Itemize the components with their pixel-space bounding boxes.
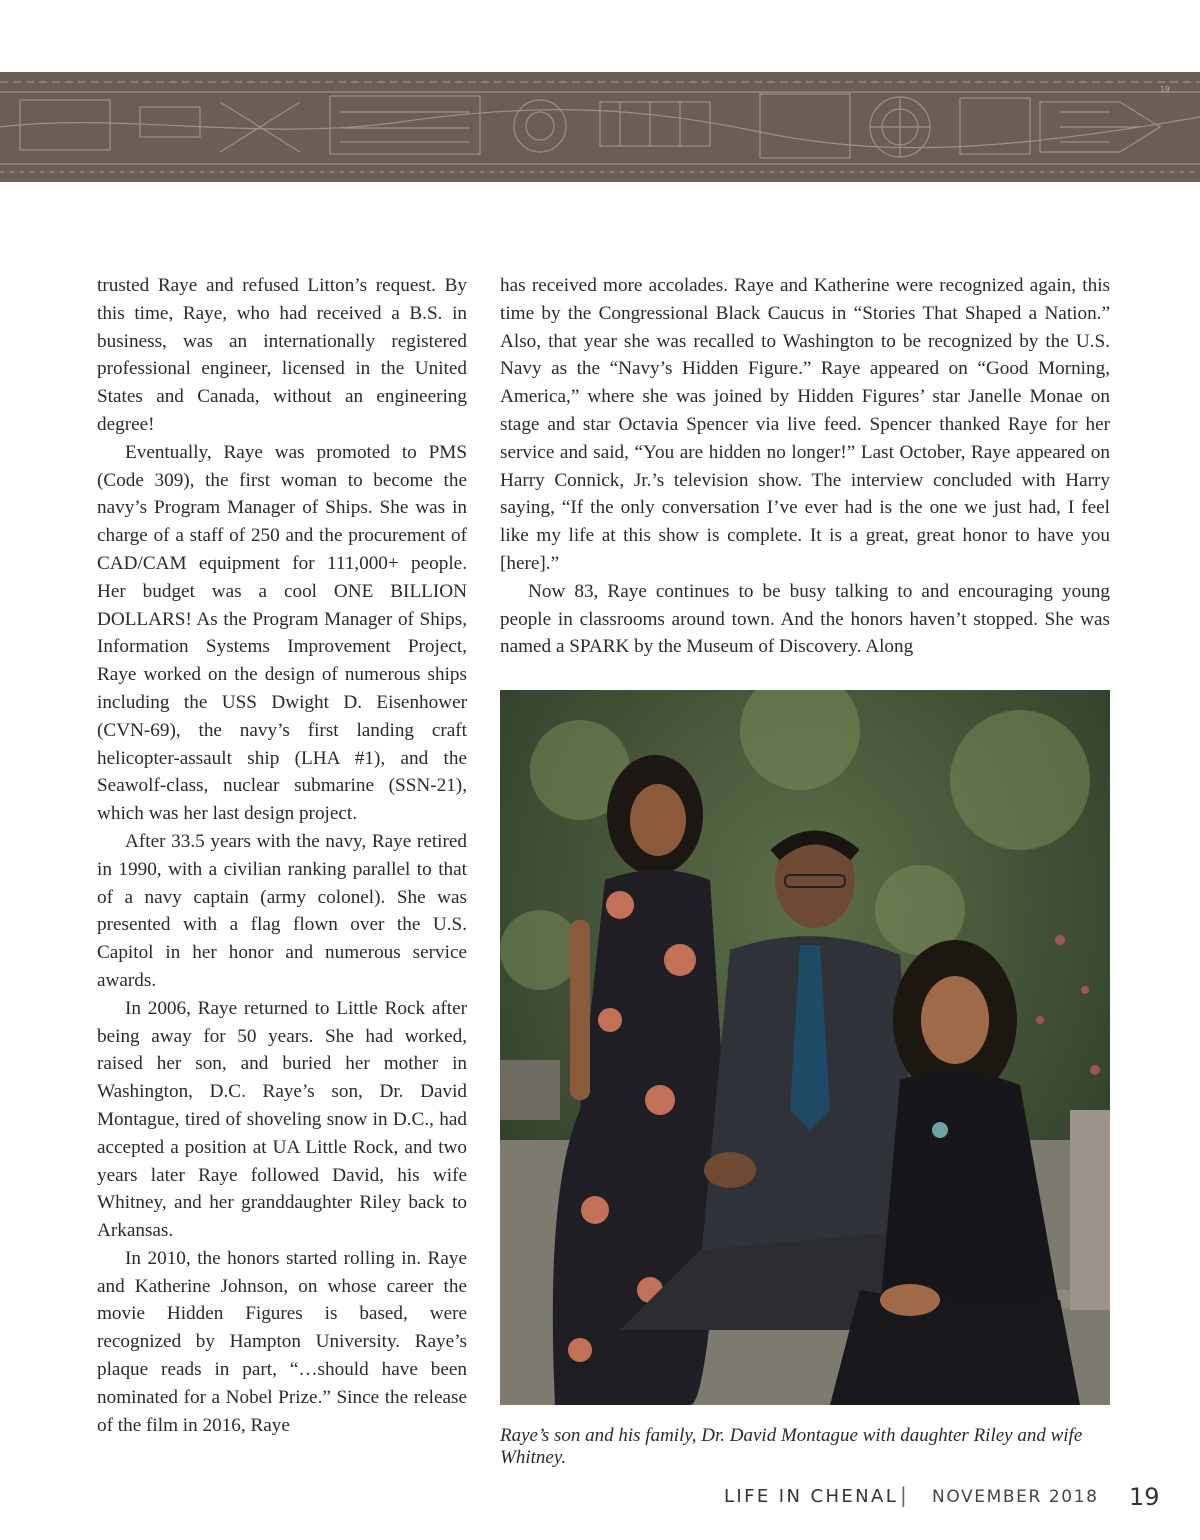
blueprint-banner (0, 72, 1200, 182)
magazine-title: LIFE IN CHENAL (724, 1486, 899, 1507)
family-photo (500, 690, 1110, 1405)
page-number: 19 (1129, 1483, 1160, 1511)
article-column-left (97, 272, 467, 1439)
paragraph: In 2006, Raye returned to Little Rock after being away for 50 years. She had worked, raised her son, and buried her mother in Washington, D.C. Raye’s son, Dr. David Montague, tired of shoveling snow in D.C., had accepted a position at UA Little Rock, and two years later Raye followed David, his wife Whitney, and her granddaughter Riley back to Arkansas. (97, 997, 467, 1242)
paragraph: Eventually, Raye was promoted to PMS (Code 309), the first woman to become the navy’s Program Manager of Ships. She was in charge of a staff of 250 and the procurement of CAD/CAM equipment for 111,000+ people. Her budget was a cool ONE BILLION DOLLARS! As the Program Manager of Ships, Information Systems Improvement Project, Raye worked on the design of numerous ships including the USS Dwight D. Eisenhower (CVN-69), the navy’s first landing craft helicopter-assault ship (LHA #1), and the Seawolf-class, nuclear submarine (SSN-21), which was her last design project. (97, 441, 467, 825)
page-footer (0, 1483, 1200, 1513)
issue-date: NOVEMBER 2018 (932, 1487, 1099, 1507)
paragraph: has received more accolades. Raye and Katherine were recognized again, this time by the Congressional Black Caucus in “Stories That Shaped a Nation.” Also, that year she was recalled to Washington to be recognized by the U.S. Navy as the “Navy’s Hidden Figure.” Raye appeared on “Good Morning, America,” where she was joined by Hidden Figures’ star Janelle Monae on stage and star Octavia Spencer via live feed. Spencer thanked Raye for her service and said, “You are hidden no longer!” Last October, Raye appeared on Harry Connick, Jr.’s television show. The interview concluded with Harry saying, “If the only conversation I’ve ever had is the one we just had, I feel like my life at this show is complete. It is a great, great honor to have you [here].” (500, 275, 1110, 574)
paragraph: trusted Raye and refused Litton’s request. By this time, Raye, who had received a B.S. in business, was an internationally registered professional engineer, licensed in the United States and Canada, without an engineering degree! (97, 275, 467, 435)
article-column-right (500, 272, 1110, 661)
family-photo-illustration (500, 690, 1110, 1405)
paragraph: After 33.5 years with the navy, Raye retired in 1990, with a civilian ranking parallel to that of a navy captain (army colonel). She was presented with a flag flown over the U.S. Capitol in her honor and numerous service awards. (97, 830, 467, 991)
footer-separator: | (900, 1483, 907, 1507)
blueprint-ship-drawing (0, 72, 1200, 182)
photo-caption: Raye’s son and his family, Dr. David Montague with daughter Riley and wife Whitney. (500, 1425, 1083, 1468)
svg-text:19: 19 (1160, 85, 1170, 94)
paragraph: Now 83, Raye continues to be busy talking to and encouraging young people in classrooms around town. And the honors haven’t stopped. She was named a SPARK by the Museum of Discovery. Along (500, 580, 1110, 658)
paragraph: In 2010, the honors started rolling in. Raye and Katherine Johnson, on whose career the movie Hidden Figures is based, were recognized by Hampton University. Raye’s plaque reads in part, “…should have been nominated for a Nobel Prize.” Since the release of the film in 2016, Raye (97, 1247, 467, 1436)
